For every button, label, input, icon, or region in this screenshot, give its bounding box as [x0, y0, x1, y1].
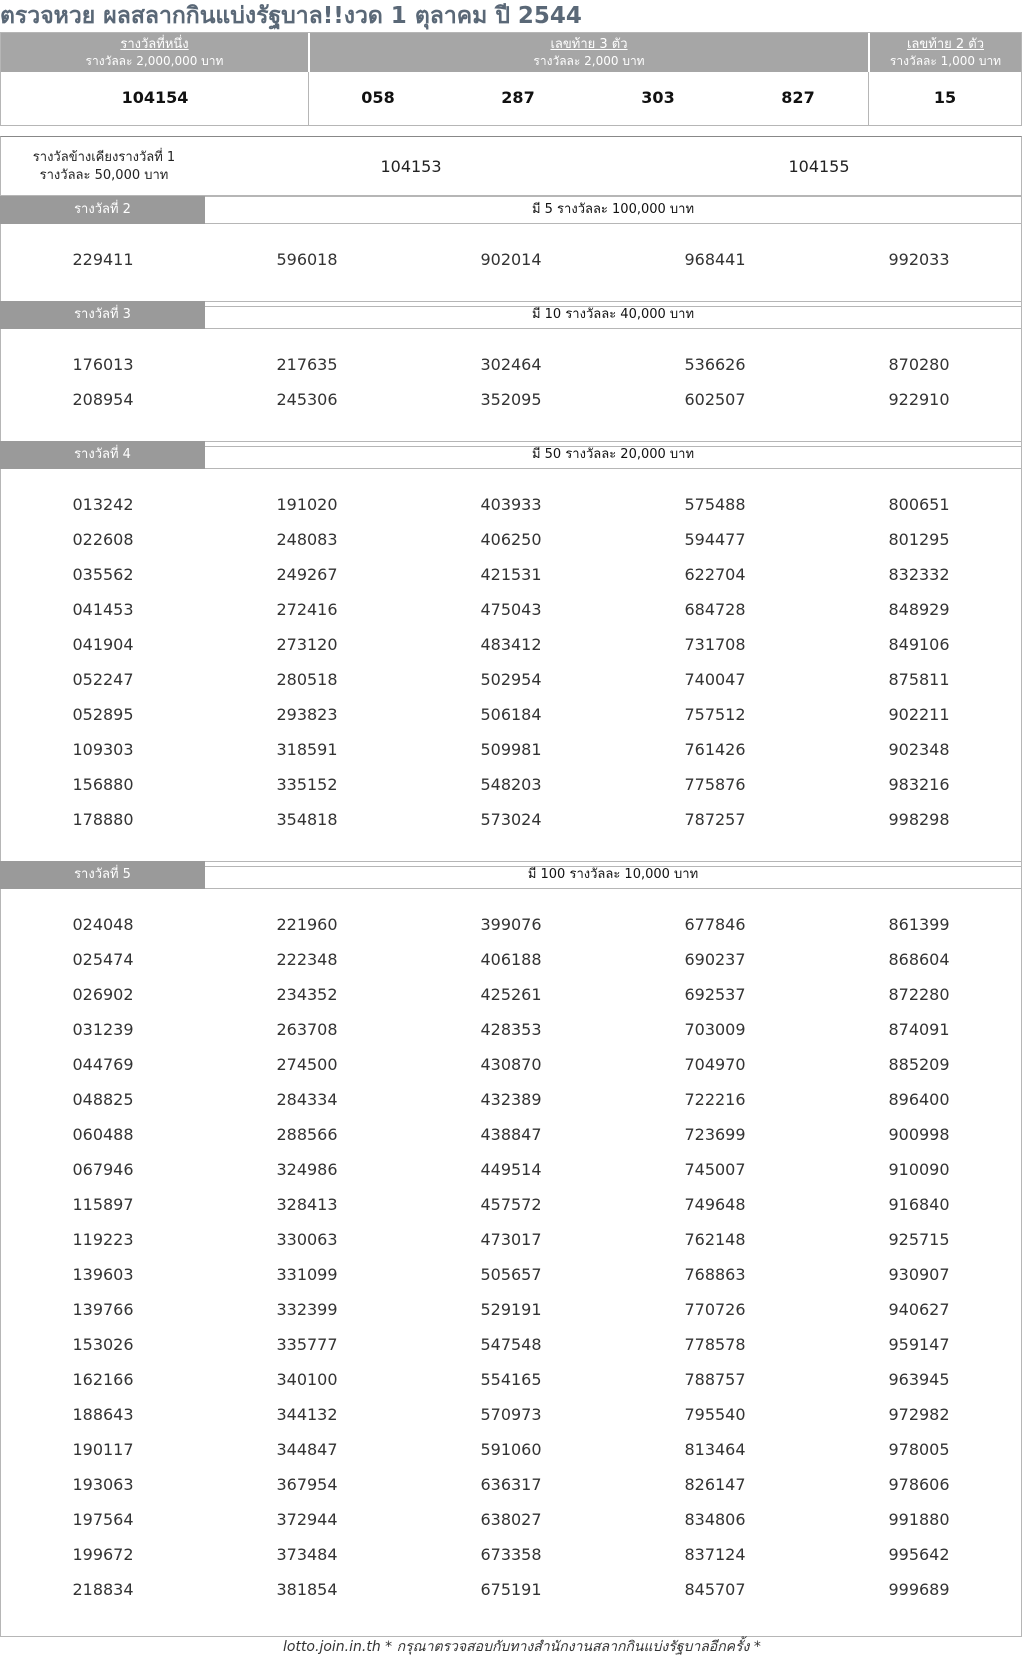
- prize-number: 025474: [72, 950, 134, 969]
- prize-number: 801295: [888, 530, 950, 549]
- prize-number: 060488: [72, 1125, 134, 1144]
- prize-number: 052895: [72, 705, 134, 724]
- prize-number: 757512: [684, 705, 746, 724]
- prize-number: 692537: [684, 985, 746, 1004]
- prize-number: 280518: [276, 670, 338, 689]
- prize-number: 473017: [480, 1230, 542, 1249]
- prize-number: 115897: [72, 1195, 134, 1214]
- prize-number: 978606: [888, 1475, 950, 1494]
- prize-number: 318591: [276, 740, 338, 759]
- prize-number: 787257: [684, 810, 746, 829]
- divider: [868, 72, 869, 125]
- prize-number: 406250: [480, 530, 542, 549]
- prize-number: 916840: [888, 1195, 950, 1214]
- prize-number: 768863: [684, 1265, 746, 1284]
- prize-number: 502954: [480, 670, 542, 689]
- prize-number: 139603: [72, 1265, 134, 1284]
- prize-number: 536626: [684, 355, 746, 374]
- prize-number: 457572: [480, 1195, 542, 1214]
- prize-number: 800651: [888, 495, 950, 514]
- prize-number: 222348: [276, 950, 338, 969]
- prize-number: 156880: [72, 775, 134, 794]
- prize-number: 704970: [684, 1055, 746, 1074]
- prize-number: 119223: [72, 1230, 134, 1249]
- prize-number: 139766: [72, 1300, 134, 1319]
- last2-amount: รางวัลละ 1,000 บาท: [889, 54, 1002, 68]
- prize-number: 344132: [276, 1405, 338, 1424]
- prize-bar: [0, 441, 1022, 469]
- prize-number: 874091: [888, 1020, 950, 1039]
- prize-number: 263708: [276, 1020, 338, 1039]
- prize-number: 547548: [480, 1335, 542, 1354]
- last3-link[interactable]: เลขท้าย 3 ตัว: [550, 37, 628, 52]
- prize-bar: [0, 196, 1022, 224]
- last3-number: 287: [501, 88, 535, 107]
- prize-label: รางวัลที่ 3: [0, 301, 205, 329]
- prize-number: 293823: [276, 705, 338, 724]
- prize-number: 992033: [888, 250, 950, 269]
- prize-number: 983216: [888, 775, 950, 794]
- prize-number: 428353: [480, 1020, 542, 1039]
- near-prize-number: 104153: [380, 157, 442, 176]
- prize-number: 991880: [888, 1510, 950, 1529]
- near-prize-panel: [0, 136, 1022, 196]
- prize-number: 868604: [888, 950, 950, 969]
- prize-number: 031239: [72, 1020, 134, 1039]
- prize-number: 703009: [684, 1020, 746, 1039]
- prize-number: 372944: [276, 1510, 338, 1529]
- prize-number: 022608: [72, 530, 134, 549]
- prize-number: 367954: [276, 1475, 338, 1494]
- prize-number: 288566: [276, 1125, 338, 1144]
- prize-number: 449514: [480, 1160, 542, 1179]
- prize-number: 067946: [72, 1160, 134, 1179]
- prize-number: 041904: [72, 635, 134, 654]
- prize-number: 197564: [72, 1510, 134, 1529]
- prize-number: 324986: [276, 1160, 338, 1179]
- prize-number: 208954: [72, 390, 134, 409]
- last3-number: 058: [361, 88, 395, 107]
- prize-number: 896400: [888, 1090, 950, 1109]
- prize-number: 438847: [480, 1125, 542, 1144]
- prize-number: 052247: [72, 670, 134, 689]
- prize-numbers-box: [0, 469, 1022, 867]
- prize-numbers-box: [0, 889, 1022, 1637]
- prize-number: 191020: [276, 495, 338, 514]
- prize-number: 354818: [276, 810, 338, 829]
- divider: [308, 72, 309, 125]
- prize-number: 972982: [888, 1405, 950, 1424]
- near-prize-number: 104155: [788, 157, 850, 176]
- prize-number: 554165: [480, 1370, 542, 1389]
- prize-number: 340100: [276, 1370, 338, 1389]
- prize-number: 548203: [480, 775, 542, 794]
- prize-numbers-box: [0, 329, 1022, 447]
- prize-number: 849106: [888, 635, 950, 654]
- prize-number: 837124: [684, 1545, 746, 1564]
- near-prize-title: รางวัลข้างเคียงรางวัลที่ 1: [32, 150, 176, 165]
- prize-number: 373484: [276, 1545, 338, 1564]
- last3-amount: รางวัลละ 2,000 บาท: [533, 54, 645, 68]
- prize-number: 995642: [888, 1545, 950, 1564]
- prize-number: 153026: [72, 1335, 134, 1354]
- prize-numbers-box: [0, 224, 1022, 307]
- prize-number: 190117: [72, 1440, 134, 1459]
- prize-number: 885209: [888, 1055, 950, 1074]
- prize-number: 870280: [888, 355, 950, 374]
- prize-number: 245306: [276, 390, 338, 409]
- prize-number: 622704: [684, 565, 746, 584]
- prize-number: 221960: [276, 915, 338, 934]
- prize-number: 506184: [480, 705, 542, 724]
- prize-number: 035562: [72, 565, 134, 584]
- prize-number: 284334: [276, 1090, 338, 1109]
- prize-number: 249267: [276, 565, 338, 584]
- prize-number: 332399: [276, 1300, 338, 1319]
- footer-note: lotto.join.in.th * กรุณาตรวจสอบกับทางสำนักงานสลากกินแบ่งรัฐบาลอีกครั้ง *: [283, 1639, 761, 1655]
- prize-number: 475043: [480, 600, 542, 619]
- prize-description: มี 5 รางวัลละ 100,000 บาท: [205, 196, 1022, 224]
- prize-description: มี 100 รางวัลละ 10,000 บาท: [205, 861, 1022, 889]
- prize-description: มี 10 รางวัลละ 40,000 บาท: [205, 301, 1022, 329]
- prize-number: 963945: [888, 1370, 950, 1389]
- prize-number: 813464: [684, 1440, 746, 1459]
- prize-number: 335777: [276, 1335, 338, 1354]
- prize-number: 731708: [684, 635, 746, 654]
- prize-number: 430870: [480, 1055, 542, 1074]
- first-prize-number: 104154: [121, 88, 189, 107]
- prize-number: 959147: [888, 1335, 950, 1354]
- prize-number: 302464: [480, 355, 542, 374]
- prize-number: 248083: [276, 530, 338, 549]
- last2-number: 15: [933, 88, 957, 107]
- prize-number: 848929: [888, 600, 950, 619]
- prize-bar: [0, 861, 1022, 889]
- prize-number: 026902: [72, 985, 134, 1004]
- prize-number: 602507: [684, 390, 746, 409]
- prize-bar: [0, 301, 1022, 329]
- prize-number: 331099: [276, 1265, 338, 1284]
- prize-number: 778578: [684, 1335, 746, 1354]
- near-prize-amount: รางวัลละ 50,000 บาท: [39, 168, 169, 183]
- prize-number: 875811: [888, 670, 950, 689]
- prize-number: 529191: [480, 1300, 542, 1319]
- prize-number: 217635: [276, 355, 338, 374]
- prize-number: 199672: [72, 1545, 134, 1564]
- prize-label: รางวัลที่ 5: [0, 861, 205, 889]
- prize-number: 940627: [888, 1300, 950, 1319]
- prize-number: 421531: [480, 565, 542, 584]
- prize-number: 013242: [72, 495, 134, 514]
- prize-number: 406188: [480, 950, 542, 969]
- prize-number: 902211: [888, 705, 950, 724]
- prize-number: 677846: [684, 915, 746, 934]
- last3-number: 827: [781, 88, 815, 107]
- prize-number: 930907: [888, 1265, 950, 1284]
- near-prize-label: [19, 149, 189, 185]
- prize-number: 999689: [888, 1580, 950, 1599]
- prize-number: 723699: [684, 1125, 746, 1144]
- prize-number: 330063: [276, 1230, 338, 1249]
- prize-number: 910090: [888, 1160, 950, 1179]
- main-prize-panel: [0, 32, 1022, 126]
- prize-number: 900998: [888, 1125, 950, 1144]
- prize-number: 218834: [72, 1580, 134, 1599]
- prize-number: 638027: [480, 1510, 542, 1529]
- prize-number: 425261: [480, 985, 542, 1004]
- prize-number: 673358: [480, 1545, 542, 1564]
- prize-number: 902014: [480, 250, 542, 269]
- prize-number: 432389: [480, 1090, 542, 1109]
- prize-label: รางวัลที่ 4: [0, 441, 205, 469]
- prize-number: 048825: [72, 1090, 134, 1109]
- prize-number: 594477: [684, 530, 746, 549]
- prize-number: 272416: [276, 600, 338, 619]
- prize-number: 795540: [684, 1405, 746, 1424]
- prize-number: 749648: [684, 1195, 746, 1214]
- prize-number: 788757: [684, 1370, 746, 1389]
- prize-number: 762148: [684, 1230, 746, 1249]
- prize-number: 399076: [480, 915, 542, 934]
- prize-number: 978005: [888, 1440, 950, 1459]
- prize-number: 328413: [276, 1195, 338, 1214]
- prize-number: 925715: [888, 1230, 950, 1249]
- prize-number: 044769: [72, 1055, 134, 1074]
- prize-number: 740047: [684, 670, 746, 689]
- last2-header: [870, 33, 1021, 72]
- prize-number: 675191: [480, 1580, 542, 1599]
- prize-number: 832332: [888, 565, 950, 584]
- prize-number: 591060: [480, 1440, 542, 1459]
- prize-description: มี 50 รางวัลละ 20,000 บาท: [205, 441, 1022, 469]
- first-prize-link[interactable]: รางวัลที่หนึ่ง: [120, 37, 189, 52]
- prize-number: 573024: [480, 810, 542, 829]
- prize-number: 176013: [72, 355, 134, 374]
- prize-number: 861399: [888, 915, 950, 934]
- prize-number: 193063: [72, 1475, 134, 1494]
- prize-number: 229411: [72, 250, 134, 269]
- prize-number: 636317: [480, 1475, 542, 1494]
- prize-number: 381854: [276, 1580, 338, 1599]
- prize-number: 775876: [684, 775, 746, 794]
- prize-number: 761426: [684, 740, 746, 759]
- prize-number: 188643: [72, 1405, 134, 1424]
- prize-number: 902348: [888, 740, 950, 759]
- prize-number: 834806: [684, 1510, 746, 1529]
- prize-number: 178880: [72, 810, 134, 829]
- prize-number: 403933: [480, 495, 542, 514]
- prize-number: 998298: [888, 810, 950, 829]
- prize-number: 722216: [684, 1090, 746, 1109]
- prize-label: รางวัลที่ 2: [0, 196, 205, 224]
- prize-number: 570973: [480, 1405, 542, 1424]
- last3-number: 303: [641, 88, 675, 107]
- prize-number: 505657: [480, 1265, 542, 1284]
- prize-number: 845707: [684, 1580, 746, 1599]
- last2-link[interactable]: เลขท้าย 2 ตัว: [906, 37, 985, 52]
- last3-header: [310, 33, 868, 72]
- prize-number: 234352: [276, 985, 338, 1004]
- prize-number: 041453: [72, 600, 134, 619]
- prize-number: 109303: [72, 740, 134, 759]
- prize-number: 274500: [276, 1055, 338, 1074]
- prize-number: 826147: [684, 1475, 746, 1494]
- prize-number: 968441: [684, 250, 746, 269]
- first-prize-header: [1, 33, 308, 72]
- prize-number: 162166: [72, 1370, 134, 1389]
- prize-number: 509981: [480, 740, 542, 759]
- page-title: ตรวจหวย ผลสลากกินแบ่งรัฐบาล!!งวด 1 ตุลาคม ปี 2544: [0, 3, 582, 29]
- prize-number: 483412: [480, 635, 542, 654]
- prize-number: 922910: [888, 390, 950, 409]
- prize-number: 335152: [276, 775, 338, 794]
- prize-number: 273120: [276, 635, 338, 654]
- prize-number: 344847: [276, 1440, 338, 1459]
- prize-number: 690237: [684, 950, 746, 969]
- prize-number: 596018: [276, 250, 338, 269]
- first-prize-amount: รางวัลละ 2,000,000 บาท: [85, 54, 224, 68]
- prize-number: 872280: [888, 985, 950, 1004]
- prize-number: 575488: [684, 495, 746, 514]
- prize-number: 024048: [72, 915, 134, 934]
- prize-number: 770726: [684, 1300, 746, 1319]
- prize-number: 684728: [684, 600, 746, 619]
- prize-number: 352095: [480, 390, 542, 409]
- prize-number: 745007: [684, 1160, 746, 1179]
